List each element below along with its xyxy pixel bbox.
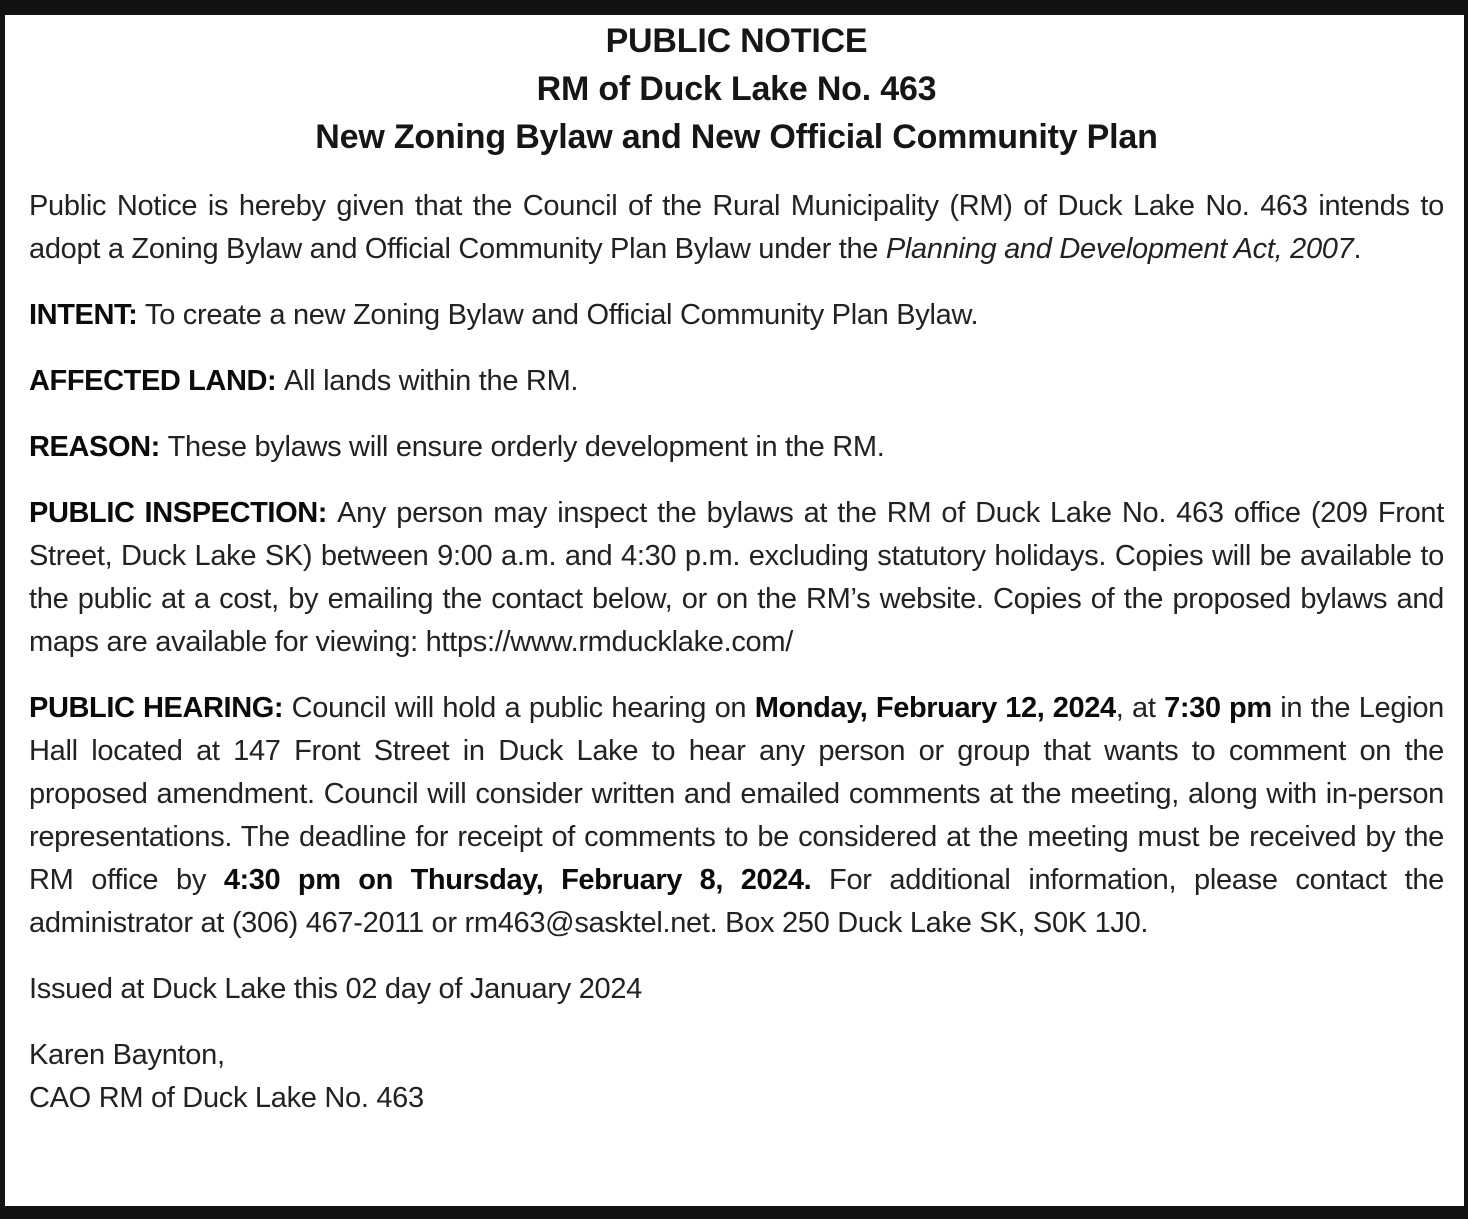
signature-block	[29, 1034, 1444, 1120]
notice-title: PUBLIC NOTICE	[605, 22, 868, 60]
section-public-inspection: PUBLIC INSPECTION: Any person may inspect the bylaws at the RM of Duck Lake No. 463 office (209 Front Street, Duck Lake SK) between 9:00 a.m. and 4:30 p.m. excluding statutory holidays. Copies will be available to the public at a cost, by emailing the contact below, or on the RM’s website. Copies of the proposed bylaws and maps are available for viewing: https://www.rmducklake.com/	[29, 497, 1445, 658]
section-affected-land: AFFECTED LAND: All lands within the RM.	[29, 365, 579, 397]
notice-municipality: RM of Duck Lake No. 463	[536, 70, 937, 108]
notice-body	[29, 185, 1444, 1120]
section-public-hearing: PUBLIC HEARING: Council will hold a public hearing on Monday, February 12, 2024, at 7:30 pm in the Legion Hall located at 147 Front Street in Duck Lake to hear any person or group that wants to comment on the proposed amendment. Council will consider written and emailed comments at the meeting, along with in-person representations. The deadline for receipt of comments to be considered at the meeting must be received by the RM office by 4:30 pm on Thursday, February 8, 2024. For additional information, please contact the administrator at (306) 467-2011 or rm463@sasktel.net. Box 250 Duck Lake SK, S0K 1J0.	[29, 692, 1445, 939]
section-reason: REASON: These bylaws will ensure orderly development in the RM.	[29, 431, 885, 463]
notice-subject: New Zoning Bylaw and New Official Community Plan	[315, 118, 1158, 156]
signature-name-title: Karen Baynton, CAO RM of Duck Lake No. 463	[29, 1039, 424, 1114]
section-intent: INTENT: To create a new Zoning Bylaw and Official Community Plan Bylaw.	[29, 299, 979, 331]
paragraph-intro: Public Notice is hereby given that the Council of the Rural Municipality (RM) of Duck Lake No. 463 intends to adopt a Zoning Bylaw and Official Community Plan Bylaw under the Planning and Development Act, 2007.	[29, 190, 1444, 265]
paragraph-issued-date: Issued at Duck Lake this 02 day of January 2024	[29, 973, 643, 1005]
notice-header	[29, 17, 1444, 161]
